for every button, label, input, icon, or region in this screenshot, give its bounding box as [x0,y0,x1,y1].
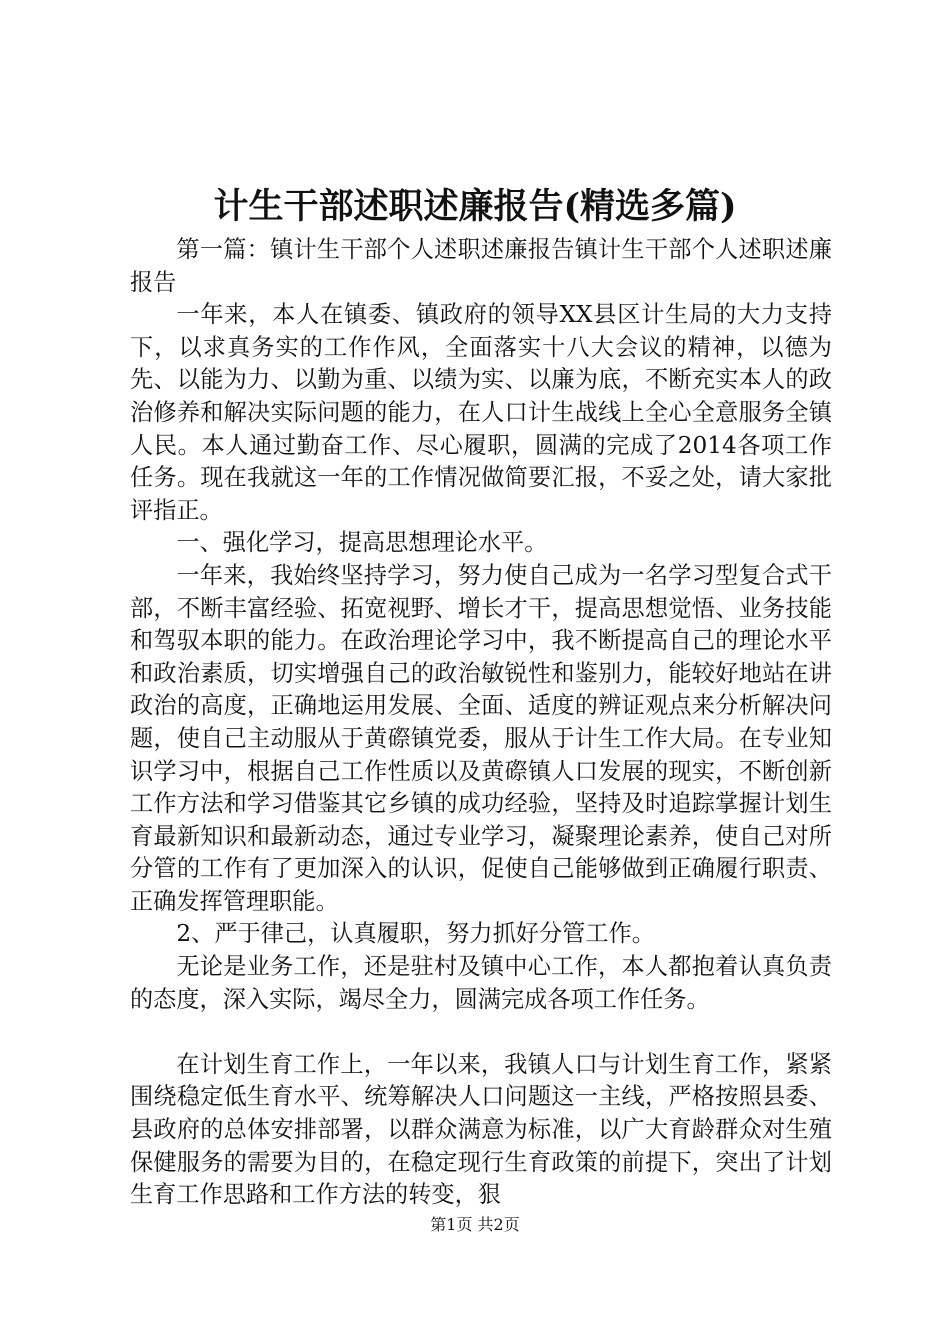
document-body [130,234,832,1212]
document-title: 计生干部述职述廉报告(精选多篇) [213,186,737,227]
section-heading-2: 2、严于律己，认真履职，努力抓好分管工作。 [176,920,655,948]
section-heading-1: 一、强化学习，提高思想理论水平。 [176,529,548,557]
paragraph-study: 一年来，我始终坚持学习，努力使自己成为一名学习型复合式干部，不断丰富经验、拓宽视野、增长才干，提高思想觉悟、业务技能和驾驭本职的能力。在政治理论学习中，我不断提高自己的理论水平和政治素质，切实增强自己的政治敏锐性和鉴别力，能较好地站在讲政治的高度，正确地运用发展、全面、适度的辨证观点来分析解决问题，使自己主动服从于黄磜镇党委，服从于计生工作大局。在专业知识学习中，根据自己工作性质以及黄磜镇人口发展的现实，不断创新工作方法和学习借鉴其它乡镇的成功经验，坚持及时追踪掌握计划生育最新知识和最新动态，通过专业学习，凝聚理论素养，使自己对所分管的工作有了更加深入的认识，促使自己能够做到正确履行职责、正确发挥管理职能。 [130,561,832,915]
paragraph-intro: 一年来，本人在镇委、镇政府的领导XX县区计生局的大力支持下，以求真务实的工作作风，全面落实十八大会议的精神，以德为先、以能为力、以勤为重、以绩为实、以廉为底，不断充实本人的政治修养和解决实际问题的能力，在人口计生战线上全心全意服务全镇人民。本人通过勤奋工作、尽心履职，圆满的完成了2014各项工作任务。现在我就这一年的工作情况做简要汇报，不妥之处，请大家批评指正。 [130,301,832,524]
paragraph-duty: 无论是业务工作，还是驻村及镇中心工作，本人都抱着认真负责的态度，深入实际，竭尽全力，圆满完成各项工作任务。 [130,953,832,1013]
paragraph-heading-first: 第一篇：镇计生干部个人述职述廉报告镇计生干部个人述职述廉报告 [130,236,832,296]
page-footer: 第1页 共2页 [430,1215,520,1234]
paragraph-family-planning: 在计划生育工作上，一年以来，我镇人口与计划生育工作，紧紧围绕稳定低生育水平、统筹解决人口问题这一主线，严格按照县委、县政府的总体安排部署，以群众满意为标准，以广大育龄群众对生殖保健服务的需要为目的，在稳定现行生育政策的前提下，突出了计划生育工作思路和工作方法的转变，狠 [130,1050,832,1209]
